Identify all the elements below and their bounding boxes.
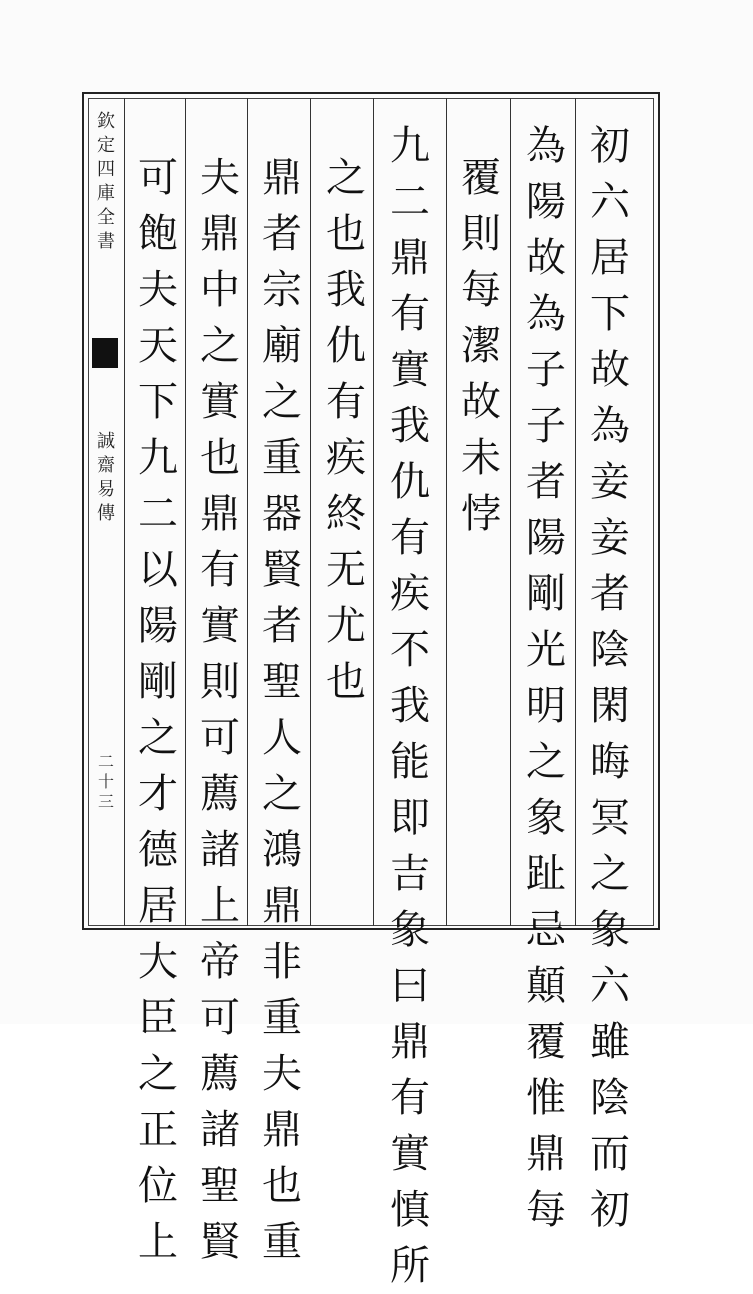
glyph: 二 — [390, 179, 430, 225]
glyph: 夫 — [262, 1051, 302, 1097]
glyph: 重 — [262, 1219, 302, 1265]
column-rule — [124, 98, 125, 926]
glyph: 以 — [138, 547, 178, 593]
glyph: 陽 — [138, 603, 178, 649]
glyph: 賢 — [200, 1219, 240, 1265]
glyph: 之 — [262, 379, 302, 425]
glyph: 才 — [138, 771, 178, 817]
glyph: 四 — [97, 159, 115, 180]
glyph: 未 — [461, 435, 501, 481]
glyph: 誠 — [97, 431, 115, 452]
glyph: 之 — [590, 851, 630, 897]
glyph: 有 — [200, 547, 240, 593]
glyph: 疾 — [326, 435, 366, 481]
glyph: 臣 — [138, 995, 178, 1041]
glyph: 故 — [526, 235, 566, 281]
glyph: 非 — [262, 939, 302, 985]
glyph: 居 — [138, 883, 178, 929]
glyph: 仇 — [390, 459, 430, 505]
fishtail-mark — [92, 338, 118, 368]
glyph: 鼎 — [262, 155, 302, 201]
glyph: 賢 — [262, 547, 302, 593]
glyph: 初 — [590, 1187, 630, 1233]
glyph: 器 — [262, 491, 302, 537]
glyph: 為 — [526, 123, 566, 169]
glyph: 即 — [390, 795, 430, 841]
glyph: 為 — [590, 403, 630, 449]
glyph: 薦 — [200, 1051, 240, 1097]
glyph: 諸 — [200, 827, 240, 873]
glyph: 聖 — [262, 659, 302, 705]
glyph: 宗 — [262, 267, 302, 313]
glyph: 則 — [461, 211, 501, 257]
book-title — [92, 110, 120, 254]
glyph: 之 — [526, 739, 566, 785]
glyph: 下 — [590, 291, 630, 337]
glyph: 每 — [461, 267, 501, 313]
glyph: 故 — [590, 347, 630, 393]
glyph: 諸 — [200, 1107, 240, 1153]
glyph: 鼎 — [200, 211, 240, 257]
text-column-5 — [316, 150, 376, 710]
glyph: 曰 — [390, 963, 430, 1009]
glyph: 下 — [138, 379, 178, 425]
glyph: 帝 — [200, 939, 240, 985]
glyph: 也 — [200, 435, 240, 481]
glyph: 三 — [97, 792, 114, 811]
glyph: 剛 — [526, 571, 566, 617]
glyph: 易 — [97, 479, 115, 500]
glyph: 陰 — [590, 627, 630, 673]
glyph: 薦 — [200, 771, 240, 817]
glyph: 德 — [138, 827, 178, 873]
glyph: 妾 — [590, 459, 630, 505]
section-title — [92, 430, 120, 526]
glyph: 陽 — [526, 179, 566, 225]
glyph: 尤 — [326, 603, 366, 649]
text-column-3 — [451, 150, 511, 542]
glyph: 象 — [390, 907, 430, 953]
glyph: 慎 — [390, 1187, 430, 1233]
glyph: 可 — [200, 995, 240, 1041]
glyph: 妾 — [590, 515, 630, 561]
glyph: 實 — [200, 379, 240, 425]
glyph: 者 — [590, 571, 630, 617]
glyph: 夫 — [138, 267, 178, 313]
glyph: 潔 — [461, 323, 501, 369]
glyph: 吉 — [390, 851, 430, 897]
glyph: 所 — [390, 1243, 430, 1289]
glyph: 疾 — [390, 571, 430, 617]
glyph: 子 — [526, 347, 566, 393]
glyph: 有 — [390, 291, 430, 337]
glyph: 我 — [326, 267, 366, 313]
glyph: 人 — [262, 715, 302, 761]
glyph: 上 — [138, 1219, 178, 1265]
text-column-2 — [516, 118, 576, 1238]
glyph: 光 — [526, 627, 566, 673]
glyph: 重 — [262, 435, 302, 481]
glyph: 實 — [390, 1131, 430, 1177]
glyph: 定 — [97, 135, 115, 156]
glyph: 中 — [200, 267, 240, 313]
text-column-7 — [190, 150, 250, 1270]
glyph: 重 — [262, 995, 302, 1041]
glyph: 鼎 — [262, 1107, 302, 1153]
glyph: 覆 — [526, 1019, 566, 1065]
glyph: 者 — [262, 603, 302, 649]
glyph: 可 — [200, 715, 240, 761]
text-column-4 — [380, 118, 440, 1294]
glyph: 之 — [138, 715, 178, 761]
glyph: 大 — [138, 939, 178, 985]
glyph: 十 — [97, 772, 114, 791]
glyph: 可 — [138, 155, 178, 201]
glyph: 者 — [262, 211, 302, 257]
glyph: 鼎 — [262, 883, 302, 929]
glyph: 為 — [526, 291, 566, 337]
glyph: 位 — [138, 1163, 178, 1209]
glyph: 傳 — [97, 503, 115, 524]
glyph: 我 — [390, 403, 430, 449]
glyph: 書 — [97, 231, 115, 252]
glyph: 鼎 — [390, 1019, 430, 1065]
glyph: 庫 — [97, 183, 115, 204]
folio-number — [92, 752, 120, 812]
glyph: 齋 — [97, 455, 115, 476]
glyph: 雖 — [590, 1019, 630, 1065]
glyph: 天 — [138, 323, 178, 369]
glyph: 顛 — [526, 963, 566, 1009]
glyph: 聖 — [200, 1163, 240, 1209]
glyph: 九 — [390, 123, 430, 169]
glyph: 陽 — [526, 515, 566, 561]
glyph: 也 — [326, 659, 366, 705]
glyph: 上 — [200, 883, 240, 929]
glyph: 剛 — [138, 659, 178, 705]
glyph: 閑 — [590, 683, 630, 729]
glyph: 而 — [590, 1131, 630, 1177]
glyph: 子 — [526, 403, 566, 449]
glyph: 我 — [390, 683, 430, 729]
glyph: 六 — [590, 179, 630, 225]
column-rule — [446, 98, 447, 926]
glyph: 不 — [390, 627, 430, 673]
glyph: 正 — [138, 1107, 178, 1153]
glyph: 終 — [326, 491, 366, 537]
glyph: 則 — [200, 659, 240, 705]
glyph: 夫 — [200, 155, 240, 201]
glyph: 能 — [390, 739, 430, 785]
glyph: 實 — [200, 603, 240, 649]
glyph: 之 — [138, 1051, 178, 1097]
text-column-6 — [252, 150, 312, 1270]
glyph: 象 — [590, 907, 630, 953]
glyph: 初 — [590, 123, 630, 169]
glyph: 有 — [326, 379, 366, 425]
glyph: 明 — [526, 683, 566, 729]
glyph: 鼎 — [200, 491, 240, 537]
glyph: 陰 — [590, 1075, 630, 1121]
glyph: 之 — [200, 323, 240, 369]
glyph: 之 — [326, 155, 366, 201]
glyph: 居 — [590, 235, 630, 281]
glyph: 晦 — [590, 739, 630, 785]
glyph: 欽 — [97, 111, 115, 132]
glyph: 无 — [326, 547, 366, 593]
glyph: 鴻 — [262, 827, 302, 873]
glyph: 象 — [526, 795, 566, 841]
glyph: 六 — [590, 963, 630, 1009]
glyph: 仇 — [326, 323, 366, 369]
text-column-1 — [580, 118, 640, 1238]
glyph: 二 — [97, 752, 114, 771]
glyph: 有 — [390, 1075, 430, 1121]
glyph: 者 — [526, 459, 566, 505]
glyph: 飽 — [138, 211, 178, 257]
glyph: 九 — [138, 435, 178, 481]
glyph: 惟 — [526, 1075, 566, 1121]
glyph: 每 — [526, 1187, 566, 1233]
glyph: 全 — [97, 207, 115, 228]
glyph: 冥 — [590, 795, 630, 841]
text-column-8 — [128, 150, 188, 1270]
glyph: 實 — [390, 347, 430, 393]
glyph: 鼎 — [390, 235, 430, 281]
glyph: 也 — [262, 1163, 302, 1209]
glyph: 故 — [461, 379, 501, 425]
glyph: 二 — [138, 491, 178, 537]
glyph: 有 — [390, 515, 430, 561]
glyph: 忌 — [526, 907, 566, 953]
glyph: 也 — [326, 211, 366, 257]
glyph: 悖 — [461, 491, 501, 537]
glyph: 之 — [262, 771, 302, 817]
glyph: 鼎 — [526, 1131, 566, 1177]
glyph: 趾 — [526, 851, 566, 897]
glyph: 覆 — [461, 155, 501, 201]
glyph: 廟 — [262, 323, 302, 369]
